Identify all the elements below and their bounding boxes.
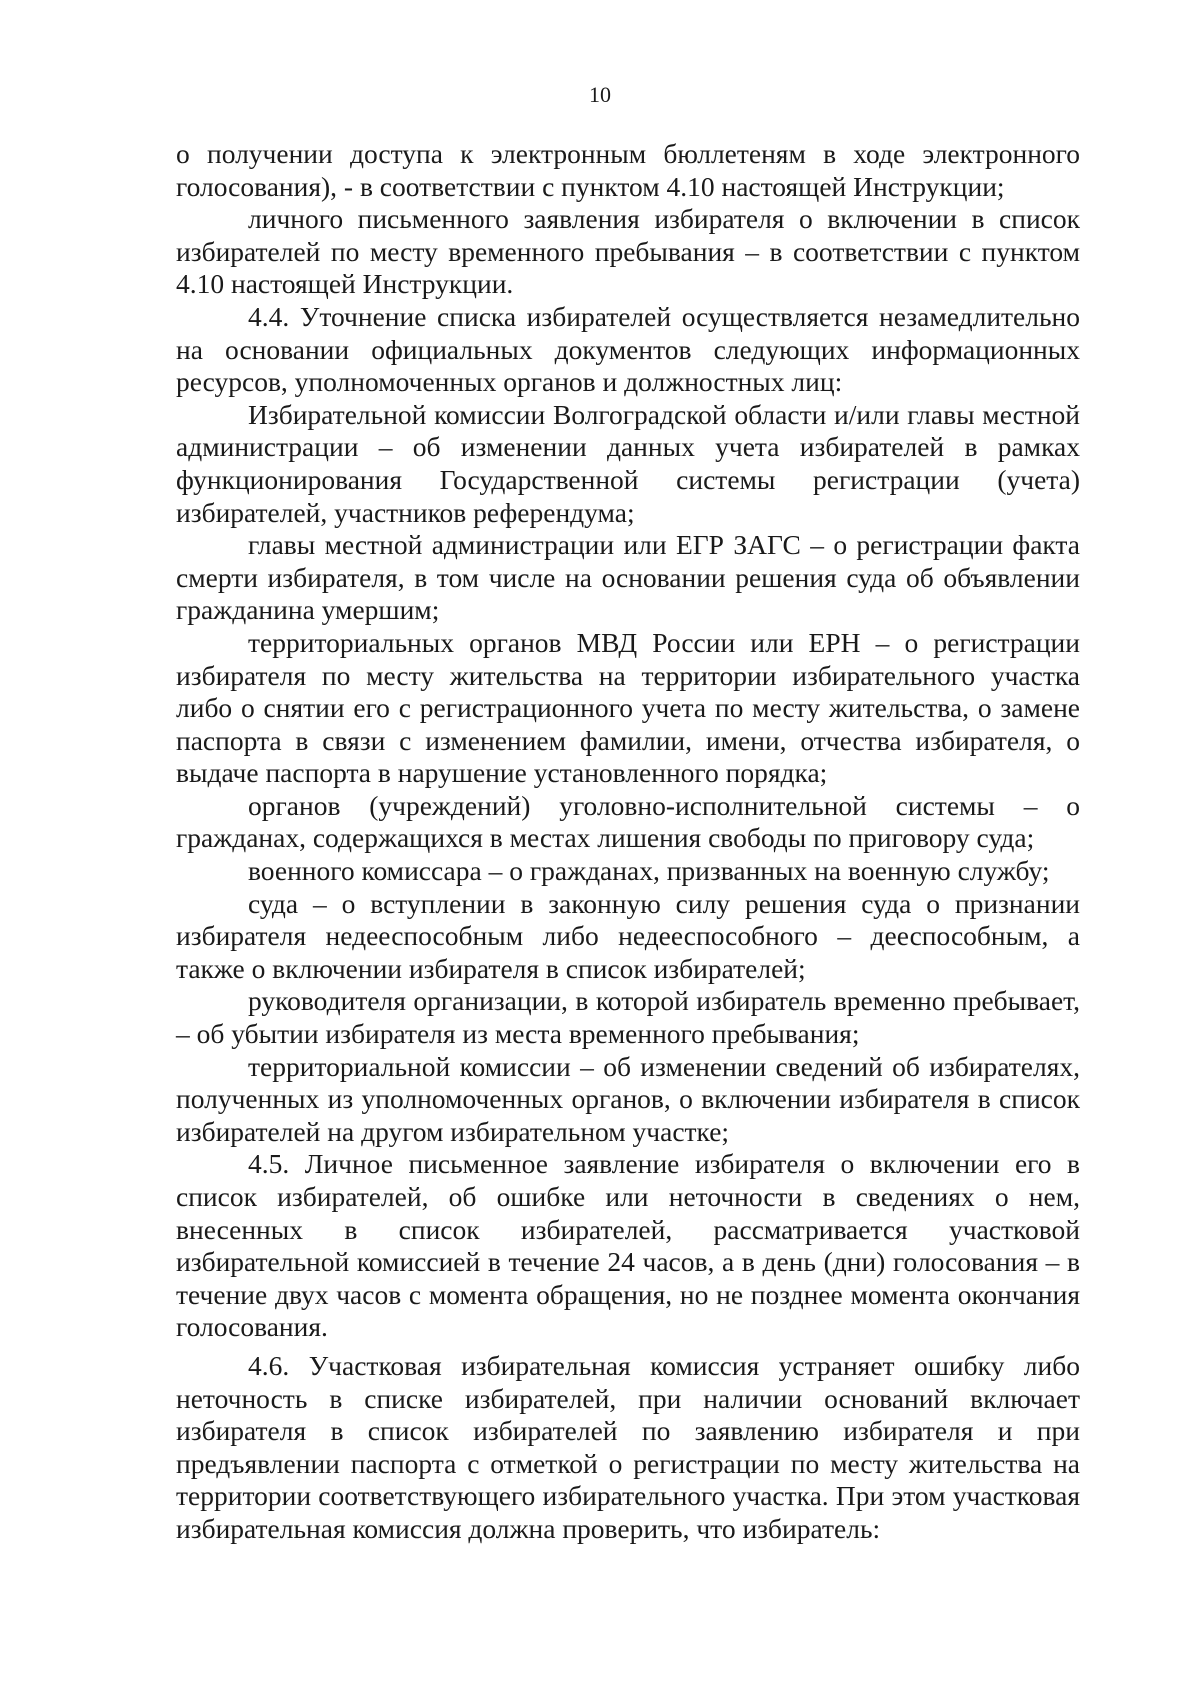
paragraph-personal-statement: личного письменного заявления избирателя о включении в список избирателей по месту временного пребывания – в соответствии с пунктом 4.10 настоящей Инструкции. [176,203,1080,300]
page-number: 10 [589,82,611,107]
paragraph-territorial-commission: территориальной комиссии – об изменении сведений об избирателях, полученных из уполномоченных органов, о включении избирателя в список избирателей на другом избирательном участке; [176,1050,1080,1147]
paragraph-continuation: о получении доступа к электронным бюллетеням в ходе электронного голосования), - в соответствии с пунктом 4.10 настоящей Инструкции; [176,138,1080,202]
paragraph-court: суда – о вступлении в законную силу решения суда о признании избирателя недееспособным либо недееспособного – дееспособным, а также о включении избирателя в список избирателей; [176,887,1080,984]
paragraph-election-commission: Избирательной комиссии Волгоградской области и/или главы местной администрации – об изменении данных учета избирателей в рамках функционирования Государственной системы регистрации (учета) избирателей, участников референдума; [176,398,1080,528]
document-body [176,138,1080,1546]
paragraph-4-4: 4.4. Уточнение списка избирателей осуществляется незамедлительно на основании официальных документов следующих информационных ресурсов, уполномоченных органов и должностных лиц: [176,300,1080,398]
paragraph-4-5: 4.5. Личное письменное заявление избирателя о включении его в список избирателей, об ошибке или неточности в сведениях о нем, внесенных в список избирателей, рассматривается участковой избирательной комиссией в течение 24 часов, а в день (дни) голосования – в течение двух часов с момента обращения, но не позднее момента окончания голосования. [176,1148,1080,1343]
paragraph-local-administration: главы местной администрации или ЕГР ЗАГС – о регистрации факта смерти избирателя, в том числе на основании решения суда об объявлении гражданина умершим; [176,529,1080,626]
paragraph-mvd: территориальных органов МВД России или ЕРН – о регистрации избирателя по месту жительства на территории избирательного участка либо о снятии его с регистрационного учета по месту жительства, о замене паспорта в связи с изменением фамилии, имени, отчества избирателя, о выдаче паспорта в нарушение установленного порядка; [176,626,1080,789]
paragraph-4-6: 4.6. Участковая избирательная комиссия устраняет ошибку либо неточность в списке избирателей, при наличии оснований включает избирателя в список избирателей по заявлению избирателя и при предъявлении паспорта с отметкой о регистрации по месту жительства на территории соответствующего избирательного участка. При этом участковая избирательная комиссия должна проверить, что избиратель: [176,1349,1080,1544]
paragraph-penitentiary: органов (учреждений) уголовно-исполнительной системы – о гражданах, содержащихся в местах лишения свободы по приговору суда; [176,789,1080,854]
paragraph-military-commissar: военного комиссара – о гражданах, призванных на военную службу; [248,855,1050,887]
paragraph-organization-head: руководителя организации, в которой избиратель временно пребывает, – об убытии избирателя из места временного пребывания; [176,985,1080,1050]
